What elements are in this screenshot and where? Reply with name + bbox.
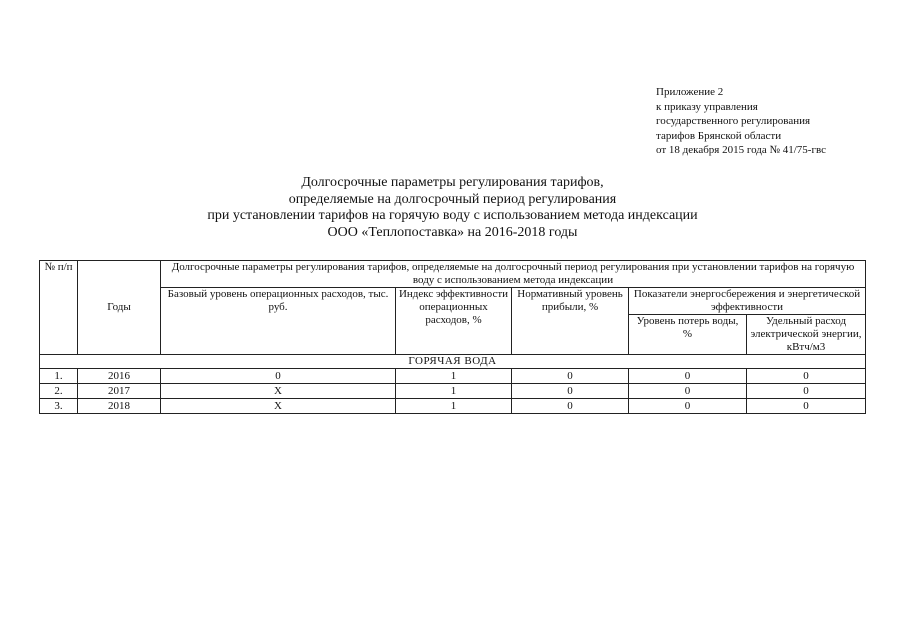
cell-profit: 0 [512,369,629,384]
header-energy-group: Показатели энергосбережения и энергетической эффективности [629,288,866,315]
section-label: ГОРЯЧАЯ ВОДА [40,355,866,369]
cell-loss: 0 [629,369,747,384]
cell-base: Х [161,384,396,399]
appendix-note [656,85,826,158]
cell-year: 2018 [78,399,161,414]
cell-index: 1 [396,384,512,399]
header-row [40,261,866,288]
header-num: № п/п [40,261,78,355]
appendix-line: к приказу управления [656,100,758,113]
cell-profit: 0 [512,384,629,399]
cell-index: 1 [396,399,512,414]
section-row [40,355,866,369]
cell-specific: 0 [747,399,866,414]
table-row [40,369,866,384]
document-title [0,175,905,241]
header-efficiency-index: Индекс эффективности операционных расходов, % [396,288,512,355]
header-years: Годы [78,261,161,355]
header-group: Долгосрочные параметры регулирования тарифов, определяемые на долгосрочный период регулирования при установлении тарифов на горячую воду с использованием метода индексации [161,261,866,288]
cell-year: 2016 [78,369,161,384]
header-row [40,288,866,315]
cell-num: 2. [40,384,78,399]
cell-year: 2017 [78,384,161,399]
title-line: при установлении тарифов на горячую воду с использованием метода индексации [207,208,698,223]
appendix-line: государственного регулирования [656,115,811,128]
title-line: Долгосрочные параметры регулирования тарифов, [301,175,604,190]
appendix-line: Приложение 2 [656,86,724,98]
cell-loss: 0 [629,384,747,399]
header-profit-level: Нормативный уровень прибыли, % [512,288,629,355]
appendix-line: от 18 декабря 2015 года № 41/75-гвс [656,144,826,157]
cell-base: Х [161,399,396,414]
cell-profit: 0 [512,399,629,414]
cell-specific: 0 [747,384,866,399]
appendix-line: тарифов Брянской области [656,129,782,142]
cell-specific: 0 [747,369,866,384]
parameters-table [39,260,866,414]
header-base-level: Базовый уровень операционных расходов, тыс. руб. [161,288,396,355]
header-loss-level: Уровень потерь воды, % [629,315,747,355]
title-line: ООО «Теплопоставка» на 2016-2018 годы [327,224,578,240]
cell-base: 0 [161,369,396,384]
header-specific-consumption: Удельный расход электрической энергии, кВтч/м3 [747,315,866,355]
cell-num: 3. [40,399,78,414]
title-line: определяемые на долгосрочный период регулирования [288,191,617,207]
cell-loss: 0 [629,399,747,414]
cell-num: 1. [40,369,78,384]
cell-index: 1 [396,369,512,384]
table-row [40,384,866,399]
table-row [40,399,866,414]
